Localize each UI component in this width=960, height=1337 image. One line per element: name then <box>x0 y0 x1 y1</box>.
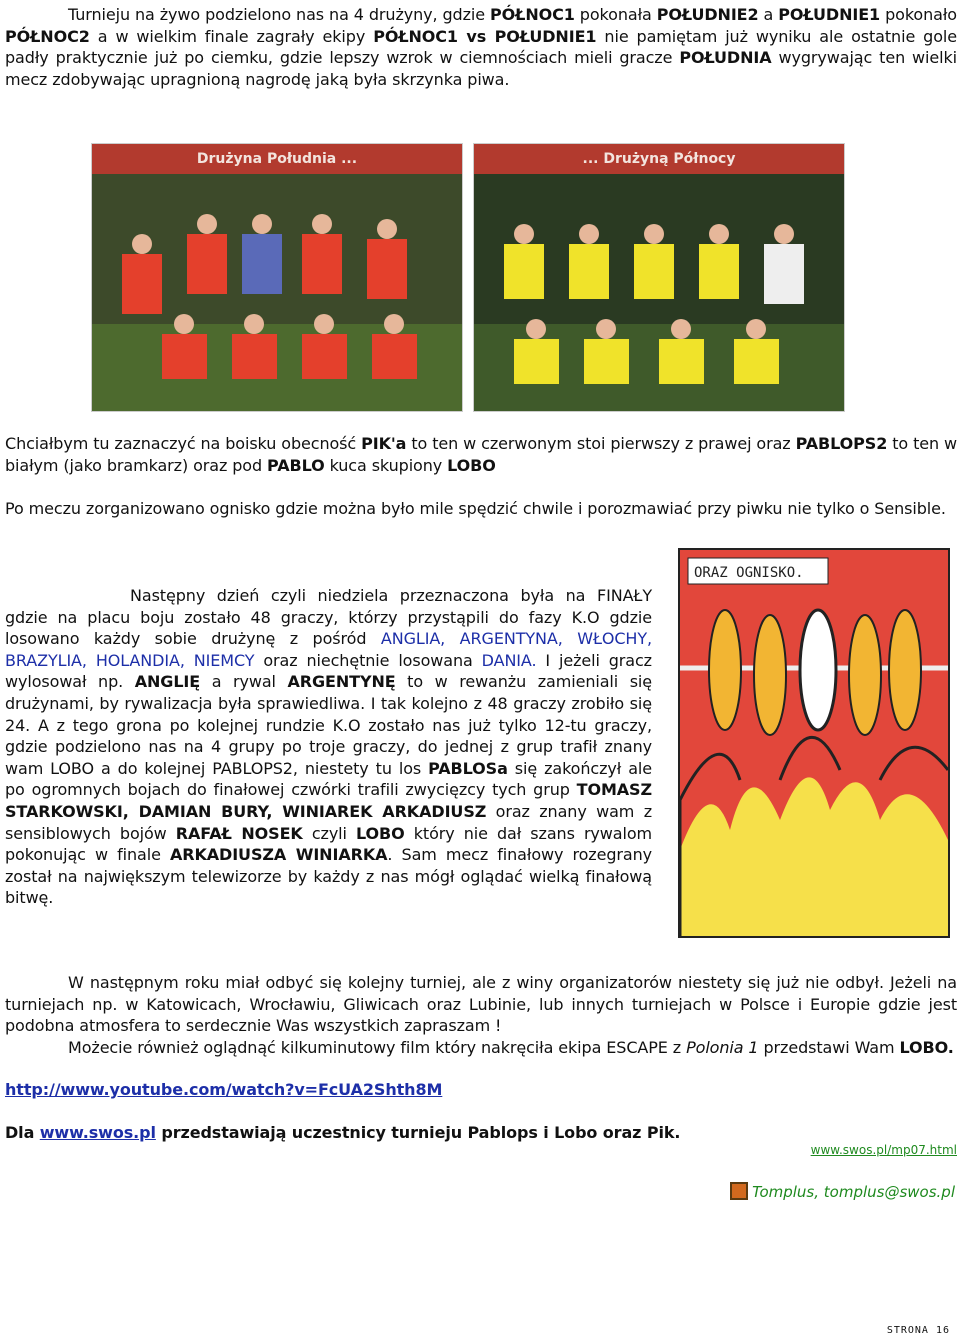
text-segment: ANGLIĘ <box>134 672 201 692</box>
text-segment: wygrywając ten wielki mecz zdobywając upragnioną nagrodę jaką była skrzynka piwa. <box>5 48 957 89</box>
text-segment: LOBO. <box>899 1038 954 1057</box>
text-segment: POŁUDNIE2 <box>656 5 759 24</box>
text-segment: się zakończył ale po ogromnych bojach do finałowej czwórki trafili zwycięzcy tych grup <box>5 758 653 800</box>
author-line <box>730 1182 955 1201</box>
avatar-icon <box>730 1182 748 1200</box>
text-segment: PABLO <box>267 455 325 475</box>
text-segment: pokonało <box>880 5 957 24</box>
swos-link[interactable]: www.swos.pl <box>39 1123 156 1142</box>
closing-line <box>5 1122 680 1144</box>
text-segment: . Sam mecz finałowy rozegrany został na największym telewizorze by każdy z nas mógł oglądać wielką finałową bitwę. <box>5 845 652 908</box>
author-name: Tomplus, tomplus@swos.pl <box>752 1183 955 1201</box>
bonfire-comic <box>678 548 950 938</box>
south-team-caption: Drużyna Południa ... <box>92 144 462 174</box>
text-segment: Po meczu zorganizowano ognisko gdzie można było mile spędzić chwile i porozmawiać przy piwku nie tylko o Sensible. <box>5 499 946 518</box>
text-segment: PABLOPS2 <box>795 434 888 453</box>
north-team-photo <box>473 143 845 412</box>
players-paragraph <box>5 433 957 476</box>
text-segment: ARGENTYNĘ <box>287 672 396 692</box>
text-segment: PÓŁNOC2 <box>5 26 90 46</box>
text-segment: przedstawi Wam <box>758 1038 900 1057</box>
text-segment: POŁUDNIA <box>679 48 772 68</box>
text-segment: PABLOSa <box>428 758 508 778</box>
text-segment: Możecie również oglądnąć kilkuminutowy film który nakręciła ekipa ESCAPE z <box>68 1038 687 1057</box>
text-segment: PÓŁNOC1 <box>490 5 575 24</box>
text-segment: oraz znany wam z sensiblowych bojów <box>5 801 652 843</box>
text-segment: Polonia 1 <box>686 1038 759 1057</box>
text-segment: ANGLIA, ARGENTYNA, WŁOCHY, BRAZYLIA, HOLANDIA, NIEMCY <box>5 629 653 670</box>
text-segment: RAFAŁ NOSEK <box>175 823 303 843</box>
text-segment: to ten w czerwonym stoi pierwszy z prawej oraz <box>406 434 796 453</box>
text-segment: a rywal <box>200 672 288 692</box>
finals-paragraph <box>5 585 652 909</box>
south-team-photo <box>91 143 463 412</box>
text-segment: LOBO <box>356 823 405 843</box>
text-segment: W następnym roku miał odbyć się kolejny turniej, ale z winy organizatorów niestety się już nie odbył. Jeżeli na turniejach np. w Katowicach, Wrocławiu, Gliwicach oraz Lubinie, lub innych turniejach w Polsce i Europie gdzie jest podobna atmosfera to serdecznie Was wszystkich zapraszam ! <box>5 973 957 1036</box>
text-segment: PIK'a <box>361 434 407 453</box>
text-segment: Następny dzień czyli niedziela przeznaczona była na FINAŁY gdzie na placu boju zostało 48 graczy, którzy przystąpili do fazy K.O gdzie losowano każdy sobie drużynę z pośród <box>5 586 652 649</box>
text-segment: I jeżeli gracz wylosował np. <box>5 650 652 692</box>
text-segment: oraz niechętnie losowana <box>254 650 482 670</box>
text-segment: TOMASZ STARKOWSKI, DAMIAN BURY, WINIAREK ARKADIUSZ <box>5 780 652 821</box>
text-segment: to ten w białym (jako bramkarz) oraz pod <box>5 434 957 475</box>
text-segment: czyli <box>302 823 356 843</box>
text-segment: LOBO <box>447 455 496 475</box>
closing-prefix: Dla <box>5 1123 40 1142</box>
text-segment: pokonała <box>574 5 657 24</box>
text-segment: który nie dał szans rywalom pokonując w finale <box>5 823 652 865</box>
film-paragraph <box>5 1037 957 1059</box>
source-link[interactable]: www.swos.pl/mp07.html <box>810 1143 957 1157</box>
text-segment: to w rewanżu zamieniali się drużynami, by rywalizacja była sprawiedliwa. I tak kolejno z 48 graczy zrobiło się 24. A z tego grona po kolejnej rundzie K.O zostało nas już tylko 12-tu graczy, gdzie podzielono nas na 4 grupy po troje graczy, do jednej z grup trafił znany wam LOBO a do kolejnej PABLOPS2, niestety tu los <box>5 672 653 778</box>
next-year-paragraph <box>5 972 957 1037</box>
bonfire-paragraph <box>5 498 957 520</box>
text-segment: DANIA. <box>481 650 537 670</box>
text-segment: ARKADIUSZA WINIARKA <box>169 845 388 865</box>
comic-caption: ORAZ OGNISKO. <box>694 565 804 581</box>
text-segment: kuca skupiony <box>324 455 448 475</box>
text-segment: POŁUDNIE1 <box>778 5 881 24</box>
youtube-link[interactable]: http://www.youtube.com/watch?v=FcUA2Shth8M <box>5 1080 443 1099</box>
text-segment: Turnieju na żywo podzielono nas na 4 drużyny, gdzie <box>68 5 491 24</box>
north-team-caption: ... Drużyną Północy <box>474 144 844 174</box>
text-segment: PÓŁNOC1 vs POŁUDNIE1 <box>373 26 597 46</box>
north-team-players <box>474 174 844 411</box>
text-segment: nie pamiętam już wyniku ale ostatnie gole padły praktycznie już po ciemku, gdzie lepszy wzrok w ciemnościach mieli gracze <box>5 26 957 68</box>
text-segment: a w wielkim finale zagrały ekipy <box>89 26 374 46</box>
south-team-players <box>92 174 462 411</box>
page-number: STRONA 16 <box>886 1325 950 1336</box>
text-segment: Chciałbym tu zaznaczyć na boisku obecność <box>5 434 362 453</box>
intro-paragraph <box>5 4 957 90</box>
text-segment: a <box>758 5 779 24</box>
closing-suffix: przedstawiają uczestnicy turnieju Pablops i Lobo oraz Pik. <box>155 1123 681 1142</box>
